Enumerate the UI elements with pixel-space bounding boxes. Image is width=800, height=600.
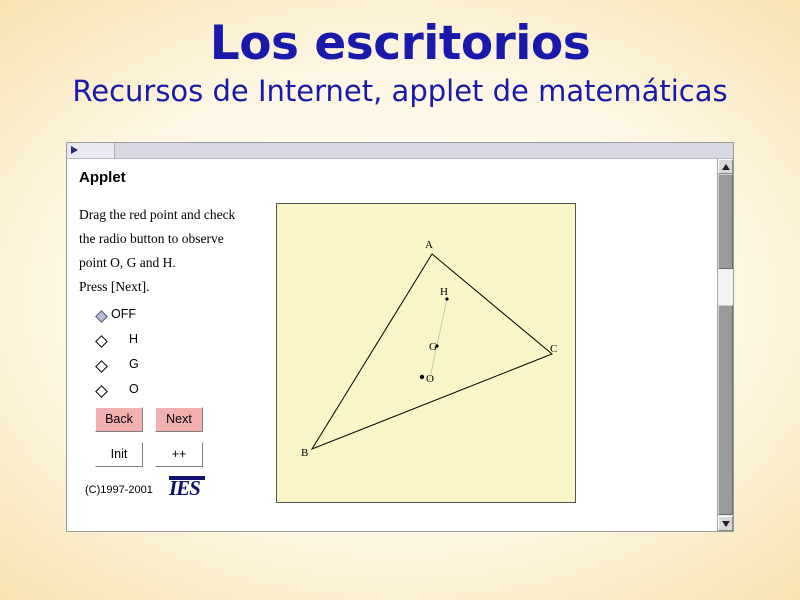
label-g: G <box>429 341 437 353</box>
scroll-down-button[interactable] <box>718 516 733 531</box>
instruction-line: Press [Next]. <box>79 279 150 294</box>
applet-window <box>66 142 734 532</box>
radio-group <box>97 307 217 407</box>
radio-diamond-icon[interactable] <box>95 310 108 323</box>
scrollbar-track[interactable] <box>718 269 733 305</box>
geometry-canvas[interactable] <box>276 203 576 503</box>
copyright-text: (C)1997-2001 <box>85 484 153 496</box>
init-button[interactable]: Init <box>95 442 143 467</box>
page-title: Los escritorios <box>209 16 591 71</box>
radio-label: OFF <box>111 307 136 321</box>
radio-option-o[interactable] <box>97 382 217 407</box>
radio-label: O <box>129 382 139 396</box>
radio-option-h[interactable] <box>97 332 217 357</box>
instruction-line: point O, G and H. <box>79 255 176 270</box>
increment-button[interactable]: ++ <box>155 442 203 467</box>
radio-label: G <box>129 357 139 371</box>
scroll-up-icon <box>722 164 730 170</box>
label-a: A <box>425 239 433 251</box>
scroll-up-button[interactable] <box>718 159 733 174</box>
radio-diamond-icon[interactable] <box>95 385 108 398</box>
point-o <box>420 375 424 379</box>
next-button[interactable]: Next <box>155 407 203 432</box>
radio-diamond-icon[interactable] <box>95 335 108 348</box>
radio-label: H <box>129 332 139 346</box>
applet-heading: Applet <box>79 169 126 186</box>
play-arrow-icon <box>71 146 78 154</box>
page-subtitle: Recursos de Internet, applet de matemáticas <box>72 74 728 108</box>
vertical-scrollbar[interactable] <box>717 159 733 531</box>
ies-logo: IES <box>169 476 200 500</box>
toolbar-handle[interactable] <box>67 143 115 158</box>
scrollbar-thumb-lower[interactable] <box>718 305 733 515</box>
back-button[interactable]: Back <box>95 407 143 432</box>
scroll-down-icon <box>722 521 730 527</box>
scrollbar-thumb-upper[interactable] <box>718 174 733 269</box>
instruction-line: Drag the red point and check <box>79 207 236 222</box>
triangle-figure <box>277 204 575 502</box>
radio-option-g[interactable] <box>97 357 217 382</box>
radio-diamond-icon[interactable] <box>95 360 108 373</box>
browser-toolbar <box>67 143 733 159</box>
radio-option-off[interactable] <box>97 307 217 332</box>
label-o: O <box>426 373 434 385</box>
label-b: B <box>301 447 309 459</box>
label-h: H <box>440 286 448 298</box>
instruction-line: the radio button to observe <box>79 231 224 246</box>
label-c: C <box>550 343 558 355</box>
applet-instructions <box>79 203 269 299</box>
